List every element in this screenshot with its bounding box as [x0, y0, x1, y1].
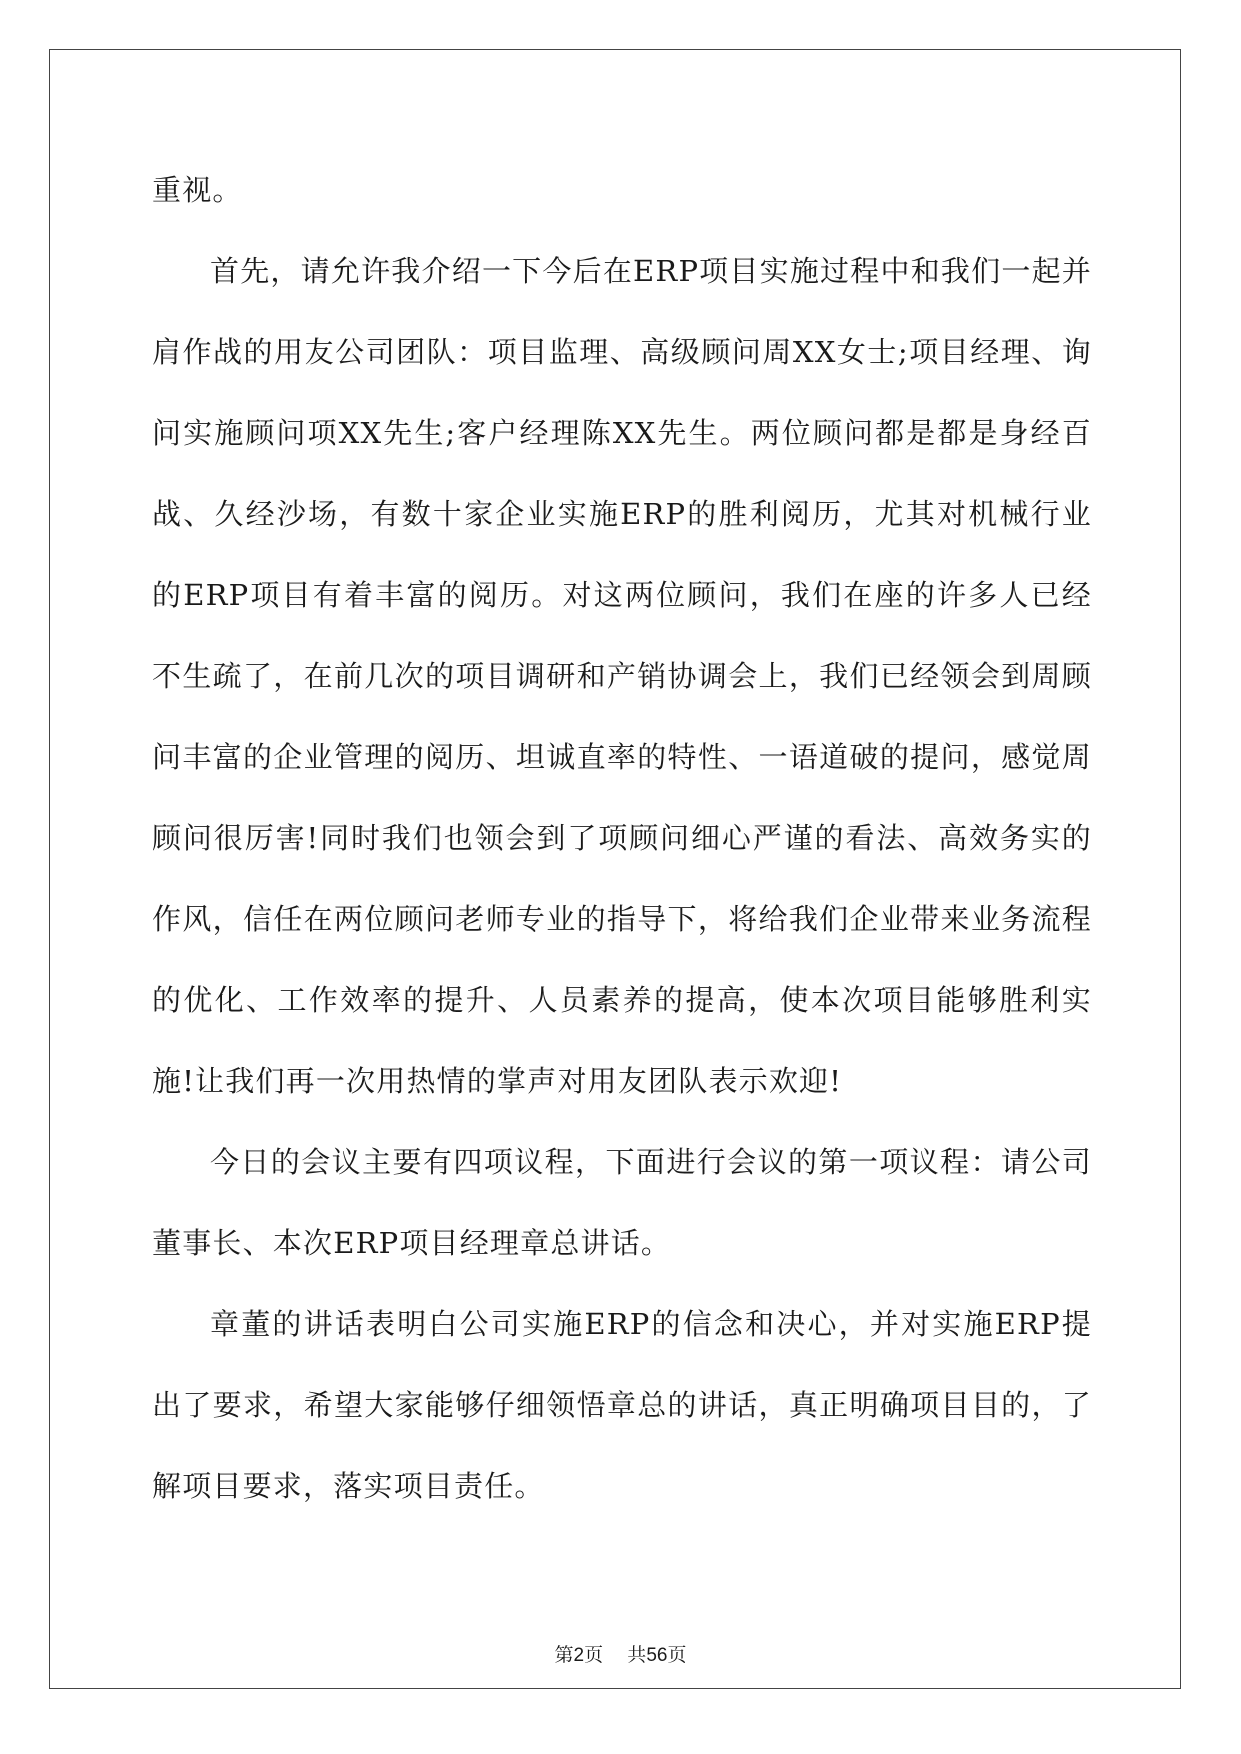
page-footer [0, 1640, 1241, 1667]
footer-total-prefix: 共 [627, 1644, 647, 1666]
footer-page-suffix: 页 [584, 1644, 604, 1666]
footer-total-pages: 56 [646, 1645, 668, 1666]
footer-total-suffix: 页 [667, 1644, 687, 1666]
paragraph-2: 首先，请允许我介绍一下今后在ERP项目实施过程中和我们一起并肩作战的用友公司团队：项目监理、高级顾问周XX女士;项目经理、询问实施顾问项XX先生;客户经理陈XX先生。两位顾问都是都是身经百战、久经沙场，有数十家企业实施ERP的胜利阅历，尤其对机械行业的ERP项目有着丰富的阅历。对这两位顾问，我们在座的许多人已经不生疏了，在前几次的项目调研和产销协调会上，我们已经领会到周顾问丰富的企业管理的阅历、坦诚直率的特性、一语道破的提问，感觉周顾问很厉害!同时我们也领会到了项顾问细心严谨的看法、高效务实的作风，信任在两位顾问老师专业的指导下，将给我们企业带来业务流程的优化、工作效率的提升、人员素养的提高，使本次项目能够胜利实施!让我们再一次用热情的掌声对用友团队表示欢迎! [152, 254, 1092, 1098]
footer-page-number: 2 [573, 1645, 585, 1666]
document-body [152, 150, 1092, 1527]
paragraph-1: 重视。 [152, 173, 243, 207]
paragraph-4: 章董的讲话表明白公司实施ERP的信念和决心，并对实施ERP提出了要求，希望大家能够仔细领悟章总的讲话，真正明确项目目的，了解项目要求，落实项目责任。 [152, 1307, 1092, 1503]
footer-prefix: 第 [554, 1644, 574, 1666]
paragraph-3: 今日的会议主要有四项议程，下面进行会议的第一项议程：请公司董事长、本次ERP项目经理章总讲话。 [152, 1145, 1092, 1260]
